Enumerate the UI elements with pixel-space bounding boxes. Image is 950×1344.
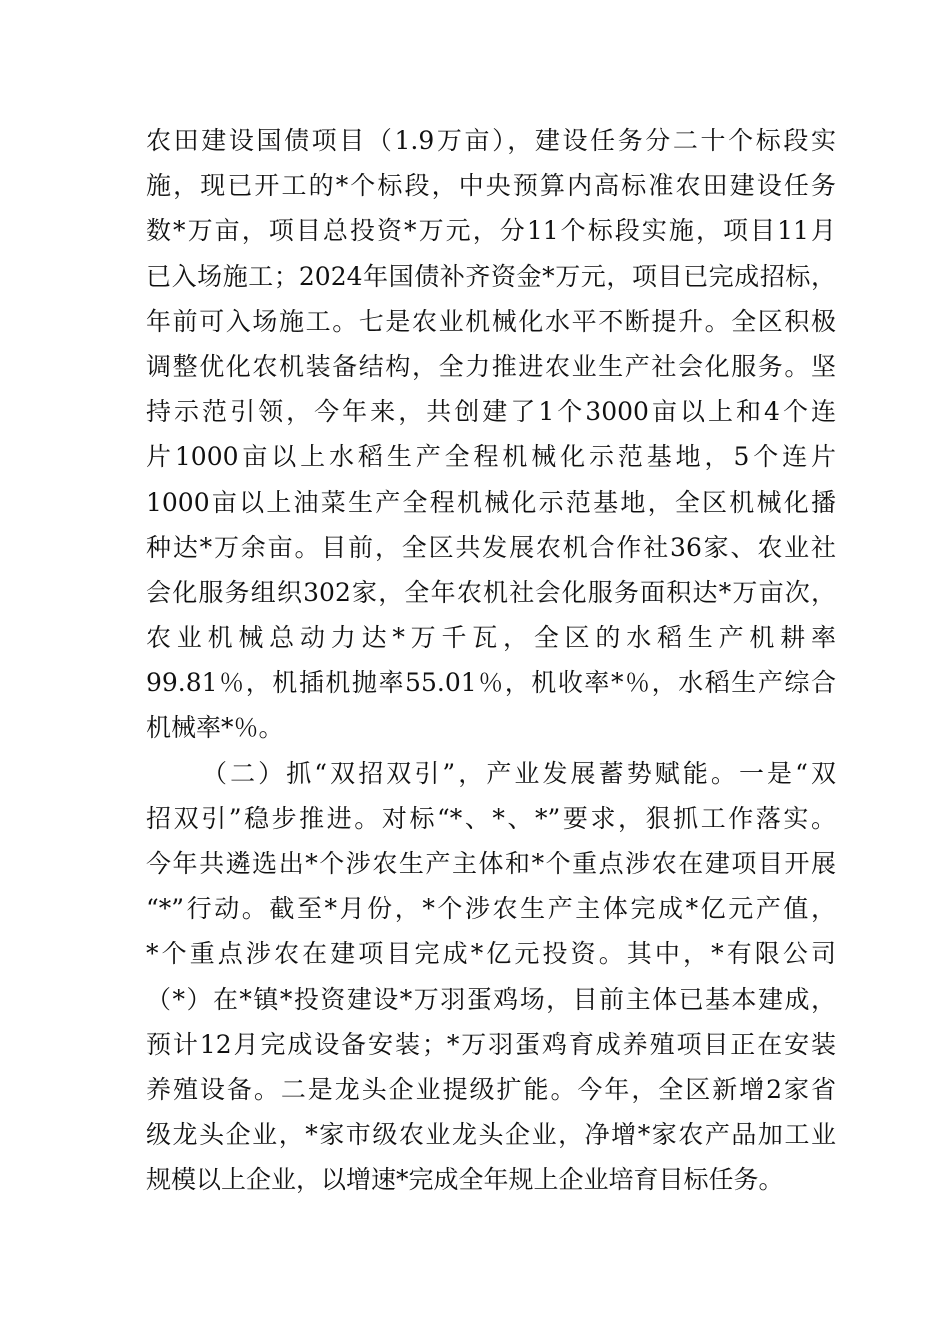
text-line: 规模以上企业，以增速*完成全年规上企业培育目标任务。 [146,1165,784,1195]
text-line: 年前可入场施工。七是农业机械化水平不断提升。全区积极 [146,306,836,336]
body-text [146,118,836,1203]
text-line: 1000亩以上油菜生产全程机械化示范基地，全区机械化播 [146,487,836,517]
text-line: 招双引”稳步推进。对标“*、*、*”要求，狠抓工作落实。 [146,803,836,833]
text-line: 片1000亩以上水稻生产全程机械化示范基地，5个连片 [146,442,836,472]
text-line: 施，现已开工的*个标段，中央预算内高标准农田建设任务 [146,171,836,201]
text-line: “*”行动。截至*月份，*个涉农生产主体完成*亿元产值， [146,894,836,924]
text-line: 会化服务组织302家，全年农机社会化服务面积达*万亩次， [146,577,836,607]
paragraph-end-line: 机械率*％。 [146,713,284,743]
text-line: 种达*万余亩。目前，全区共发展农机合作社36家、农业社 [146,532,836,562]
text-line: 调整优化农机装备结构，全力推进农业生产社会化服务。坚 [146,351,836,381]
text-line: 今年共遴选出*个涉农生产主体和*个重点涉农在建项目开展 [146,849,836,878]
text-line: 养殖设备。二是龙头企业提级扩能。今年，全区新增2家省 [146,1074,836,1104]
text-line: （*）在*镇*投资建设*万羽蛋鸡场，目前主体已基本建成， [146,984,836,1014]
section-heading-line: （二）抓“双招双引”，产业发展蓄势赋能。一是“双 [202,758,836,788]
text-line: 农业机械总动力达*万千瓦，全区的水稻生产机耕率 [146,623,836,653]
text-line: *个重点涉农在建项目完成*亿元投资。其中，*有限公司 [146,939,836,969]
text-line: 持示范引领，今年来，共创建了1个3000亩以上和4个连 [146,397,836,427]
text-line: 预计12月完成设备安装；*万羽蛋鸡育成养殖项目正在安装 [146,1029,836,1059]
text-line: 数*万亩，项目总投资*万元，分11个标段实施，项目11月 [146,216,836,246]
text-line: 农田建设国债项目（1.9万亩），建设任务分二十个标段实 [146,126,836,155]
text-line: 级龙头企业，*家市级农业龙头企业，净增*家农产品加工业 [146,1120,836,1150]
text-line: 99.81％，机插机抛率55.01％，机收率*％，水稻生产综合 [146,668,836,698]
text-line: 已入场施工；2024年国债补齐资金*万元，项目已完成招标， [146,261,836,291]
